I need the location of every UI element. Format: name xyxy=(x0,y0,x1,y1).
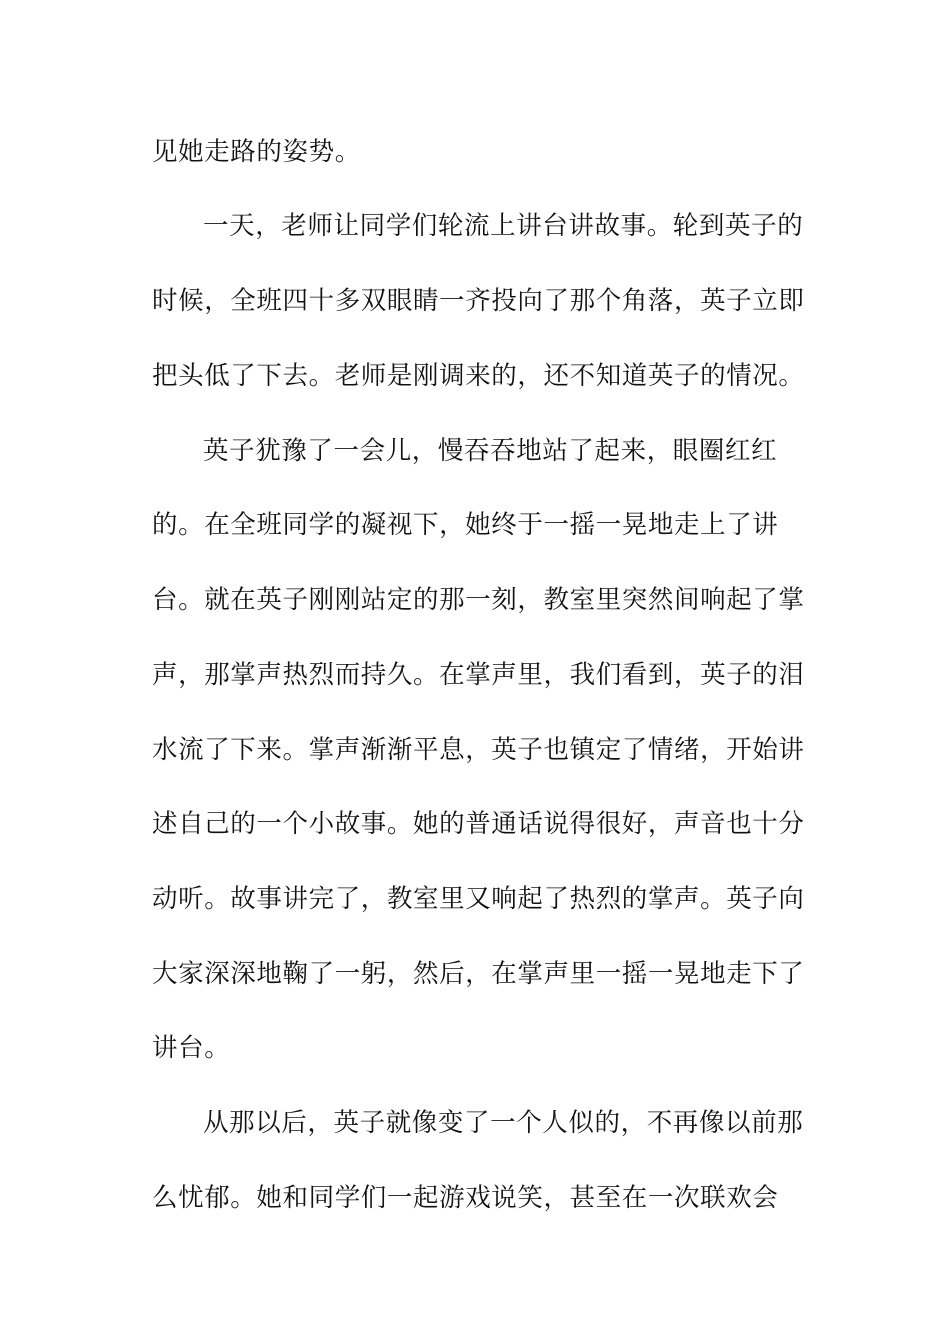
text-line: 从那以后，英子就像变了一个人似的，不再像以前那 xyxy=(203,1108,804,1138)
text-line: 声，那掌声热烈而持久。在掌声里，我们看到，英子的泪 xyxy=(152,660,805,690)
text-line: 见她走路的姿势。 xyxy=(152,137,361,167)
text-line: 一天，老师让同学们轮流上讲台讲故事。轮到英子的 xyxy=(203,211,804,241)
text-line: 水流了下来。掌声渐渐平息，英子也镇定了情绪，开始讲 xyxy=(152,735,805,765)
text-line: 把头低了下去。老师是刚调来的，还不知道英子的情况。 xyxy=(152,361,805,391)
text-line: 时候，全班四十多双眼睛一齐投向了那个角落，英子立即 xyxy=(152,286,805,316)
text-line: 动听。故事讲完了，教室里又响起了热烈的掌声。英子向 xyxy=(152,884,805,914)
text-line: 英子犹豫了一会儿，慢吞吞地站了起来，眼圈红红 xyxy=(203,436,778,466)
text-line: 台。就在英子刚刚站定的那一刻，教室里突然间响起了掌 xyxy=(152,585,805,615)
text-line: 讲台。 xyxy=(152,1033,231,1063)
text-line: 大家深深地鞠了一躬，然后，在掌声里一摇一晃地走下了 xyxy=(152,959,805,989)
text-line: 述自己的一个小故事。她的普通话说得很好，声音也十分 xyxy=(152,809,805,839)
text-line: 么忧郁。她和同学们一起游戏说笑，甚至在一次联欢会 xyxy=(152,1183,779,1213)
text-line: 的。在全班同学的凝视下，她终于一摇一晃地走上了讲 xyxy=(152,510,779,540)
